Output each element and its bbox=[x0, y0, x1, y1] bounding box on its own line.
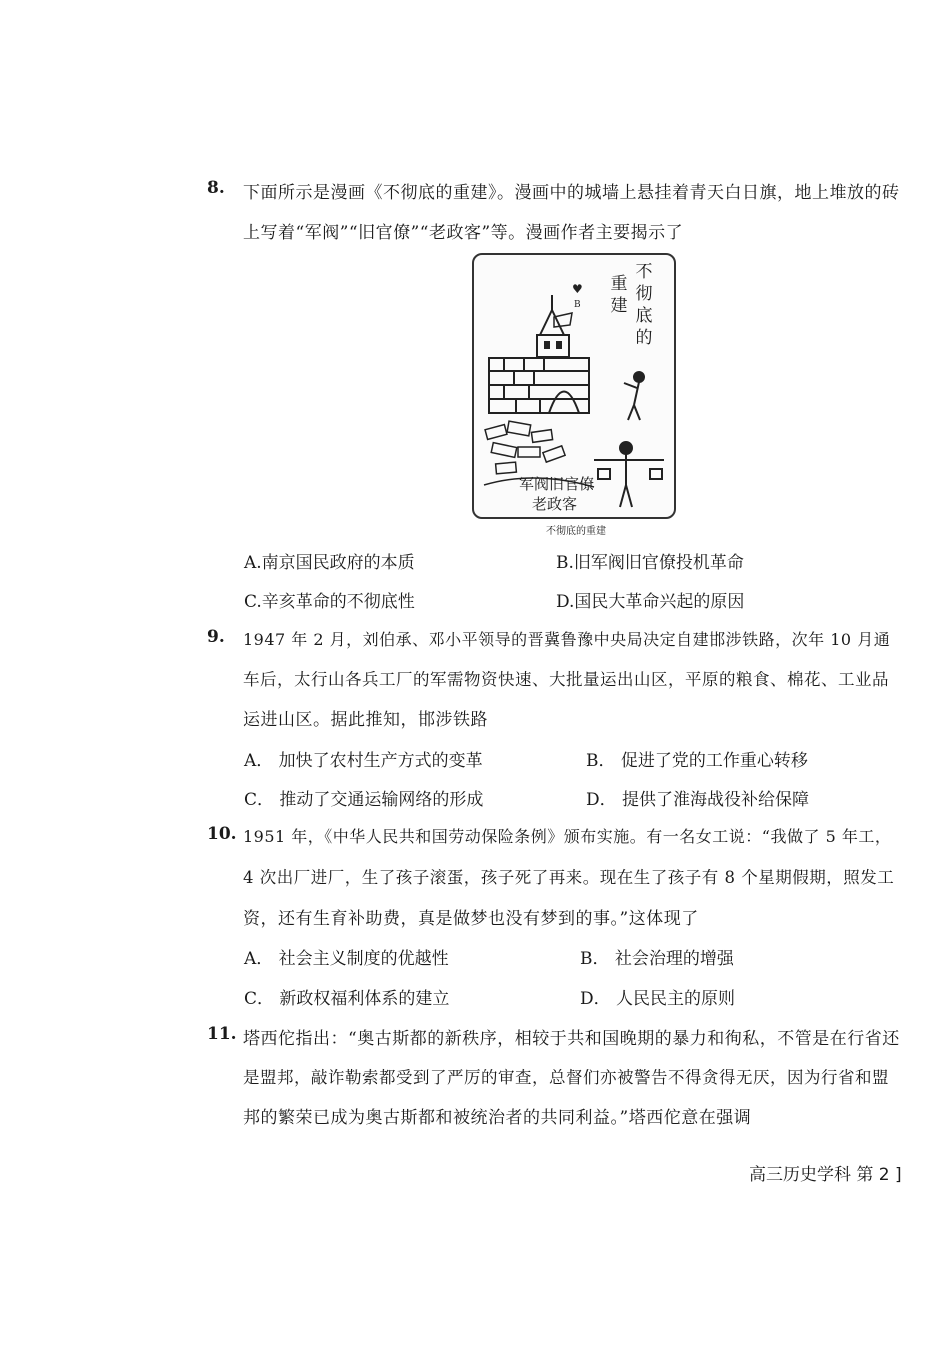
q10-stem-line3: 资，还有生育补助费，真是做梦也没有梦到的事。”这体现了 bbox=[243, 909, 699, 929]
q10-option-b: B． 社会治理的增强 bbox=[580, 949, 734, 969]
q9-stem-line2: 车后，太行山各兵工厂的军需物资快速、大批量运出山区，平原的粮食、棉花、工业品 bbox=[243, 670, 889, 689]
q8-option-b: B.旧军阀旧官僚投机革命 bbox=[556, 553, 744, 573]
q10-stem-line1: 1951 年，《中华人民共和国劳动保险条例》颁布实施。有一名女工说：“我做了 5 年工， bbox=[243, 827, 892, 846]
q9-stem-line3: 运进山区。据此推知，邯涉铁路 bbox=[243, 710, 488, 730]
q8-stem-line2: 上写着“军阀”“旧官僚”“老政客”等。漫画作者主要揭示了 bbox=[243, 223, 684, 243]
q9-number: 9. bbox=[207, 627, 225, 647]
q10-number: 10. bbox=[207, 824, 237, 844]
q11-stem-line3: 邦的繁荣已成为奥古斯都和被统治者的共同利益。”塔西佗意在强调 bbox=[243, 1108, 752, 1128]
q10-option-d: D． 人民民主的原则 bbox=[580, 989, 736, 1009]
q11-stem-line2: 是盟邦，敲诈勒索都受到了严厉的审查，总督们亦被警告不得贪得无厌，因为行省和盟 bbox=[243, 1068, 889, 1087]
q10-option-a: A． 社会主义制度的优越性 bbox=[244, 949, 449, 969]
page-footer: 高三历史学科 第 2 ] bbox=[749, 1165, 902, 1185]
q11-number: 11. bbox=[207, 1024, 237, 1044]
svg-text:B: B bbox=[574, 300, 581, 310]
cartoon-title-column2: 重 建 bbox=[610, 274, 628, 316]
q8-number: 8. bbox=[207, 178, 225, 198]
cartoon-brick-text2: 老政客 bbox=[532, 495, 578, 513]
q8-stem-line1: 下面所示是漫画《不彻底的重建》。漫画中的城墙上悬挂着青天白日旗，地上堆放的砖 bbox=[243, 183, 900, 203]
cartoon-caption: 不彻底的重建 bbox=[546, 526, 606, 537]
q10-option-c: C． 新政权福利体系的建立 bbox=[244, 989, 450, 1009]
q11-stem-line1: 塔西佗指出：“奥古斯都的新秩序，相较于共和国晚期的暴力和徇私，不管是在行省还 bbox=[243, 1029, 900, 1049]
q9-option-b: B． 促进了党的工作重心转移 bbox=[586, 751, 808, 771]
q8-option-d: D.国民大革命兴起的原因 bbox=[556, 592, 745, 612]
q9-option-d: D． 提供了淮海战役补给保障 bbox=[586, 790, 810, 810]
cartoon-brick-text1: 军阀旧官僚 bbox=[519, 475, 595, 493]
cartoon-title-column1: 不 彻 底 的 bbox=[635, 262, 653, 348]
q9-stem-line1: 1947 年 2 月，刘伯承、邓小平领导的晋冀鲁豫中央局决定自建邯涉铁路，次年 10 月通 bbox=[243, 630, 891, 649]
q9-option-a: A． 加快了农村生产方式的变革 bbox=[244, 751, 483, 771]
q10-stem-line2: 4 次出厂进厂，生了孩子滚蛋，孩子死了再来。现在生了孩子有 8 个星期假期，照发工 bbox=[243, 868, 895, 887]
cartoon-image bbox=[472, 253, 676, 519]
q9-option-c: C． 推动了交通运输网络的形成 bbox=[244, 790, 484, 810]
svg-text:♥: ♥ bbox=[572, 282, 583, 296]
q8-option-c: C.辛亥革命的不彻底性 bbox=[244, 592, 415, 612]
q8-option-a: A.南京国民政府的本质 bbox=[244, 553, 415, 573]
